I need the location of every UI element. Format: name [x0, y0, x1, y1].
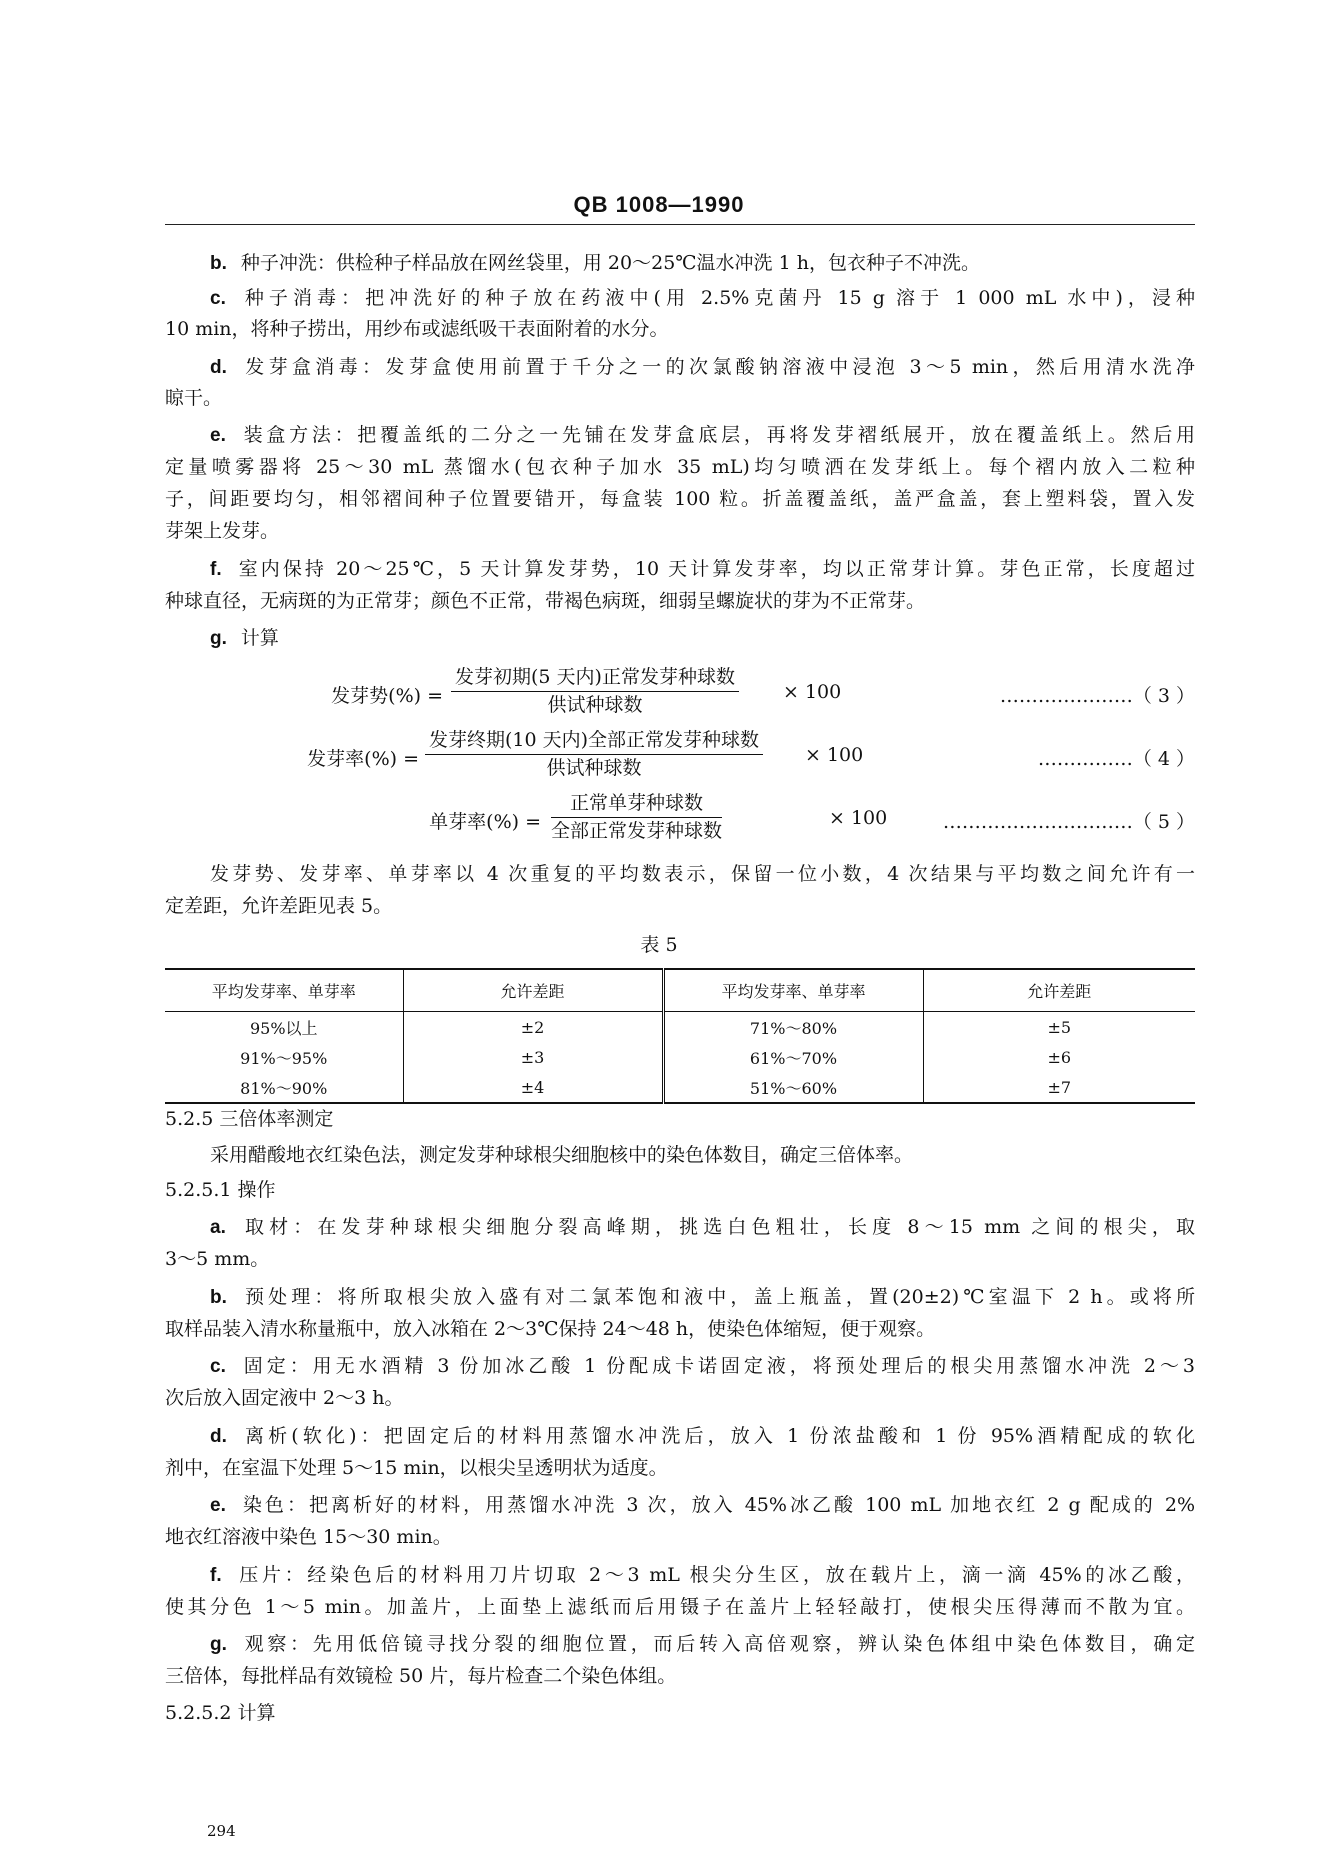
formula-fraction: [551, 791, 722, 844]
table-cell: 95%以上: [249, 1018, 318, 1038]
item-label: c.: [210, 1356, 226, 1377]
step-a-line-1: a. 取材：在发芽种球根尖细胞分裂高峰期，挑选白色粗壮，长度 8～15 mm 之间的根尖，取: [210, 1216, 1195, 1238]
item-b-line-1: b. 种子冲洗：供检种子样品放在网丝袋里，用 20～25℃温水冲洗 1 h，包衣种子不冲洗。: [210, 252, 980, 274]
table-cell: ±3: [403, 1042, 663, 1072]
item-label: b.: [210, 1287, 227, 1308]
formula-denominator: 供试种球数: [546, 757, 642, 779]
step-c-line-2: 次后放入固定液中 2～3 h。: [165, 1387, 404, 1409]
item-label: b.: [210, 253, 227, 274]
item-d-line-1: d. 发芽盒消毒：发芽盒使用前置于千分之一的次氯酸钠溶液中浸泡 3～5 min，然后用清水洗净: [210, 356, 1195, 378]
section-5-2-5-1-title: 5.2.5.1 操作: [165, 1179, 276, 1201]
table-cell: ±6: [923, 1042, 1195, 1072]
formula-denominator: 供试种球数: [547, 694, 643, 716]
table-header-cell: 允许差距: [403, 969, 663, 1012]
item-label: a.: [210, 1217, 226, 1238]
formula-number: …………………（ 3 ）: [999, 685, 1195, 707]
item-label: e.: [210, 425, 226, 446]
table-cell: 81%～90%: [165, 1072, 403, 1103]
item-e-line-3: 子，间距要均匀，相邻褶间种子位置要错开，每盒装 100 粒。折盖覆盖纸，盖严盒盖，套上塑料袋，置入发: [165, 488, 1195, 510]
item-c-line-2: 10 min，将种子捞出，用纱布或滤纸吸干表面附着的水分。: [165, 318, 669, 340]
item-label: d.: [210, 1426, 227, 1447]
step-c-line-1: c. 固定：用无水酒精 3 份加冰乙酸 1 份配成卡诺固定液，将预处理后的根尖用蒸馏水冲洗 2～3: [210, 1355, 1195, 1377]
formula-multiplier: × 100: [805, 744, 864, 766]
step-d-line-2: 剂中，在室温下处理 5～15 min，以根尖呈透明状为适度。: [165, 1457, 668, 1479]
page-number: 294: [207, 1822, 236, 1840]
formula-multiplier: × 100: [829, 807, 888, 829]
table-row: [165, 1072, 1195, 1103]
table-cell: ±5: [923, 1012, 1195, 1043]
formula-germination-rate: [165, 728, 1195, 784]
step-b-line-2: 取样品装入清水称量瓶中，放入冰箱在 2～3℃保持 24～48 h，使染色体缩短，便于观察。: [165, 1318, 936, 1340]
item-label: g.: [210, 628, 227, 649]
item-e-line-1: e. 装盒方法：把覆盖纸的二分之一先铺在发芽盒底层，再将发芽褶纸展开，放在覆盖纸上。然后用: [210, 424, 1195, 446]
table-cell: ±7: [923, 1072, 1195, 1103]
item-d-line-2: 晾干。: [165, 387, 223, 409]
table-caption: 表 5: [640, 934, 678, 956]
table-row: [165, 1012, 1195, 1043]
formula-lhs: 发芽率(%) =: [307, 748, 419, 770]
table-cell: 91%～95%: [240, 1048, 328, 1068]
table-cell: ±2: [403, 1012, 663, 1043]
tolerance-table: [165, 968, 1195, 1104]
item-label: d.: [210, 357, 227, 378]
step-e-line-2: 地衣红溶液中染色 15～30 min。: [165, 1526, 452, 1548]
item-e-line-2: 定量喷雾器将 25～30 mL 蒸馏水(包衣种子加水 35 mL)均匀喷洒在发芽纸上。每个褶内放入二粒种: [165, 456, 1195, 478]
section-5-2-5-2-title: 5.2.5.2 计算: [165, 1702, 276, 1724]
formula-numerator: 正常单芽种球数: [551, 791, 722, 818]
table-cell: 71%～80%: [663, 1012, 923, 1043]
item-label: g.: [210, 1634, 227, 1655]
formula-numerator: 发芽初期(5 天内)正常发芽种球数: [451, 665, 739, 692]
table-header-cell: 允许差距: [923, 969, 1195, 1012]
formula-number: …………………………（ 5 ）: [942, 811, 1195, 833]
item-label: f.: [210, 1565, 222, 1586]
step-g-line-2: 三倍体，每批样品有效镜检 50 片，每片检查二个染色体组。: [165, 1665, 677, 1687]
item-f-line-1: f. 室内保持 20～25℃，5 天计算发芽势，10 天计算发芽率，均以正常芽计算。芽色正常，长度超过: [210, 558, 1195, 580]
formula-denominator: 全部正常发芽种球数: [551, 820, 723, 842]
table-header-row: [165, 969, 1195, 1012]
section-5-2-5-title: 5.2.5 三倍体率测定: [165, 1108, 334, 1130]
step-a-line-2: 3～5 mm。: [165, 1248, 270, 1270]
table-cell: ±4: [403, 1072, 663, 1103]
item-label: c.: [210, 288, 226, 309]
step-g-line-1: g. 观察：先用低倍镜寻找分裂的细胞位置，而后转入高倍观察，辨认染色体组中染色体数目，确定: [210, 1633, 1195, 1655]
step-d-line-1: d. 离析(软化)：把固定后的材料用蒸馏水冲洗后，放入 1 份浓盐酸和 1 份 95%酒精配成的软化: [210, 1425, 1195, 1447]
formula-germination-energy: [165, 665, 1195, 721]
standard-code-header: QB 1008—1990: [573, 192, 745, 217]
item-c-line-1: c. 种子消毒：把冲洗好的种子放在药液中(用 2.5%克菌丹 15 g 溶于 1 000 mL 水中)，浸种: [210, 287, 1195, 309]
section-5-2-5-text: 采用醋酸地衣红染色法，测定发芽种球根尖细胞核中的染色体数目，确定三倍体率。: [210, 1144, 914, 1166]
table-cell: 61%～70%: [663, 1042, 923, 1072]
table-row: [165, 1042, 1195, 1072]
table-header-cell: 平均发芽率、单芽率: [165, 969, 403, 1012]
formula-fraction: [425, 728, 763, 781]
formula-single-sprout-rate: [165, 791, 1195, 847]
formula-lhs: 发芽势(%) =: [331, 685, 443, 707]
formula-lhs: 单芽率(%) =: [429, 811, 541, 833]
formula-numerator: 发芽终期(10 天内)全部正常发芽种球数: [425, 728, 763, 755]
note-line-2: 定差距，允许差距见表 5。: [165, 895, 393, 917]
table-cell: 51%～60%: [663, 1072, 923, 1103]
item-e-line-4: 芽架上发芽。: [165, 520, 280, 542]
formula-multiplier: × 100: [783, 681, 842, 703]
step-b-line-1: b. 预处理：将所取根尖放入盛有对二氯苯饱和液中，盖上瓶盖，置(20±2)℃室温下 2 h。或将所: [210, 1286, 1195, 1308]
header-rule: [165, 224, 1195, 225]
step-e-line-1: e. 染色：把离析好的材料，用蒸馏水冲洗 3 次，放入 45%冰乙酸 100 mL 加地衣红 2 g 配成的 2%: [210, 1494, 1195, 1516]
item-g-line-1: g. 计算: [210, 627, 279, 649]
formula-number: ……………（ 4 ）: [1037, 748, 1195, 770]
item-label: f.: [210, 559, 222, 580]
step-f-line-1: f. 压片：经染色后的材料用刀片切取 2～3 mL 根尖分生区，放在载片上，滴一滴 45%的冰乙酸，: [210, 1564, 1195, 1586]
step-f-line-2: 使其分色 1～5 min。加盖片，上面垫上滤纸而后用镊子在盖片上轻轻敲打，使根尖压得薄而不散为宜。: [165, 1596, 1195, 1618]
item-label: e.: [210, 1495, 226, 1516]
item-f-line-2: 种球直径，无病斑的为正常芽；颜色不正常，带褐色病斑，细弱呈螺旋状的芽为不正常芽。: [165, 590, 926, 612]
table-header-cell: 平均发芽率、单芽率: [663, 969, 923, 1012]
note-line-1: 发芽势、发芽率、单芽率以 4 次重复的平均数表示，保留一位小数，4 次结果与平均数之间允许有一: [210, 863, 1195, 885]
formula-fraction: [451, 665, 739, 718]
